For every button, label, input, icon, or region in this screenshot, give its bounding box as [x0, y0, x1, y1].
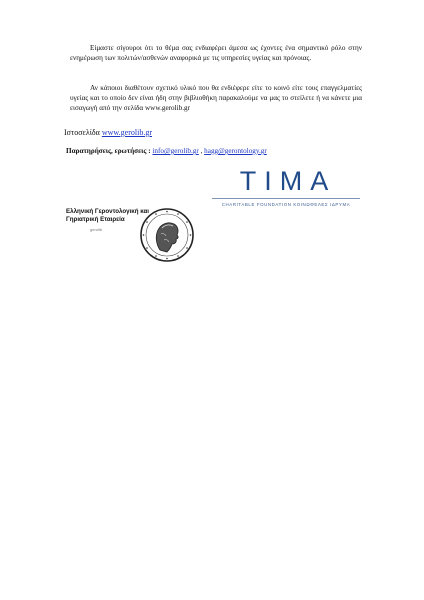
website-line — [64, 128, 152, 138]
tima-wordmark: TIMA — [239, 166, 337, 196]
logo-divider — [212, 198, 360, 199]
website-label: Ιστοσελίδα — [64, 128, 100, 137]
website-link[interactable]: www.gerolib.gr — [101, 128, 152, 137]
tima-subtitle: CHARITABLE FOUNDATION ΚΟΙΝΩΦΕΛΕΣ ΙΔΡΥΜΑ — [221, 202, 351, 207]
tima-foundation-logo — [210, 164, 362, 214]
email-link-info[interactable]: info@gerolib.gr — [152, 147, 199, 155]
society-name: Ελληνική Γεροντολογική και Γηριατρική Εταιρεία — [66, 208, 149, 223]
contact-label: Παρατηρήσεις, ερωτήσεις : — [66, 147, 151, 155]
email-link-hagg[interactable]: hagg@gerontology.gr — [204, 147, 267, 155]
contact-line — [66, 146, 267, 156]
gerontology-society-logo — [66, 206, 196, 266]
request-paragraph: Αν κάποιοι διαθέτουν σχετικό υλικό που θα ενδιέφερε είτε το κοινό είτε τους επαγγελματίες υγείας και το οποίο δεν είναι ήδη στην βιβλιοθήκη παρακαλούμε να μας το στείλετε ή να κάνετε μια εισαγωγή από την σελίδα www.gerolib.gr — [70, 84, 362, 112]
email-separator: , — [200, 147, 203, 155]
intro-paragraph: Είμαστε σίγουροι ότι το θέμα σας ενδιαφέρει άμεσα ως έχοντες ένα σημαντικό ρόλο στην ενημέρωση των πολιτών/ασθενών αναφορικά με τις υπηρεσίες υγείας και πρόνοιας. — [70, 44, 362, 62]
society-emblem-icon — [138, 206, 196, 264]
society-subtitle: gerolib — [90, 227, 103, 232]
